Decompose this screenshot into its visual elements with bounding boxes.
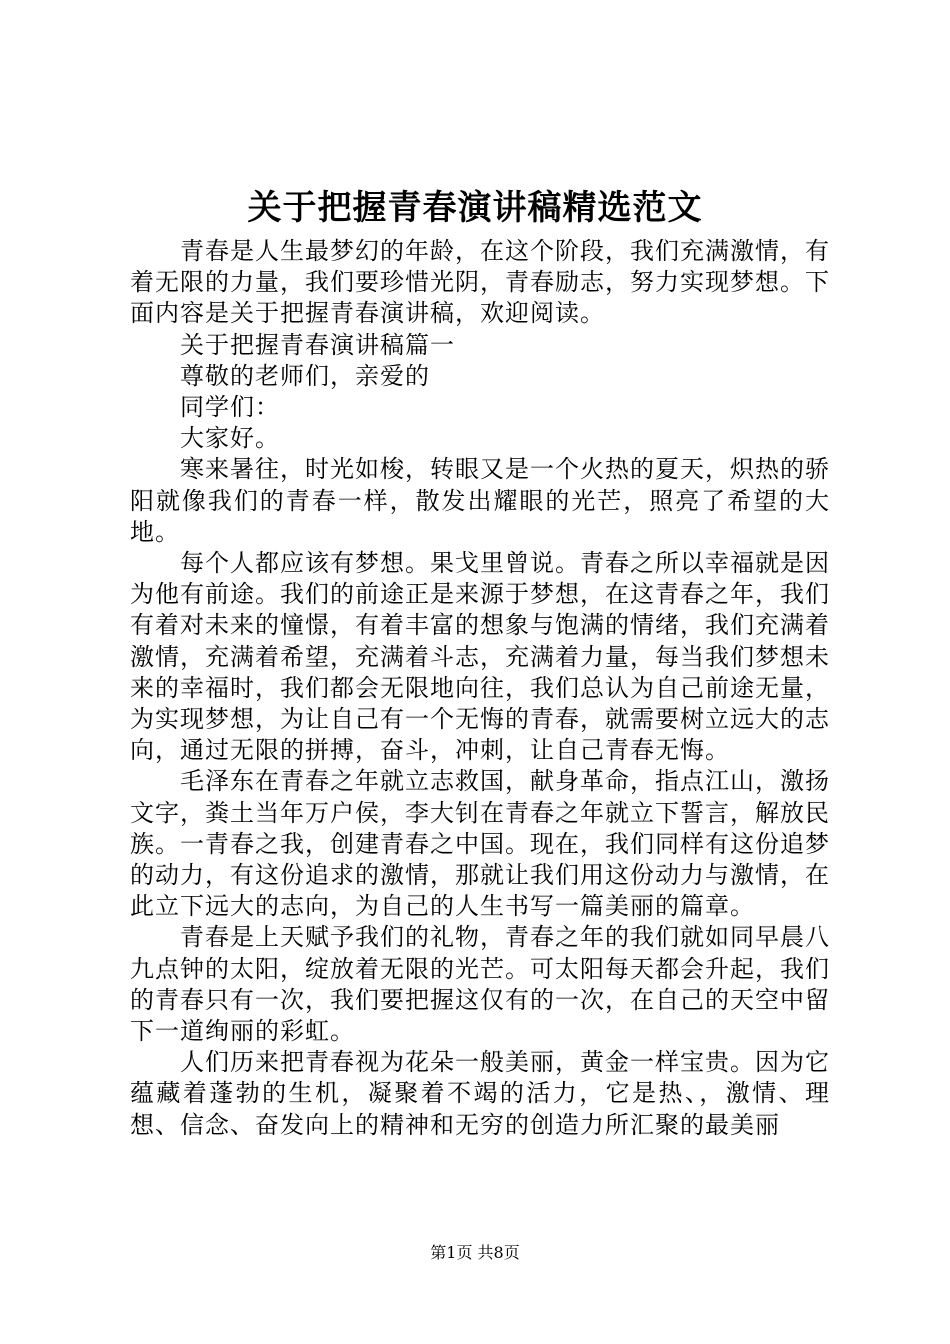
paragraph-body: 每个人都应该有梦想。果戈里曾说。青春之所以幸福就是因为他有前途。我们的前途正是来源于梦想，在这青春之年，我们有着对未来的憧憬，有着丰富的想象与饱满的情绪，我们充满着激情，充满着希望，充满着斗志，充满着力量，每当我们梦想未来的幸福时，我们都会无限地向往，我们总认为自己前途无量，为实现梦想，为让自己有一个无悔的青春，就需要树立远大的志向，通过无限的拼搏，奋斗，冲刺，让自己青春无悔。	[130, 549, 830, 765]
paragraph-body: 毛泽东在青春之年就立志救国，献身革命，指点江山，激扬文字，粪土当年万户侯，李大钊在青春之年就立下誓言，解放民族。一青春之我，创建青春之中国。现在，我们同样有这份追梦的动力，有这份追求的激情，那就让我们用这份动力与激情，在此立下远大的志向，为自己的人生书写一篇美丽的篇章。	[130, 767, 830, 921]
paragraph-body: 青春是上天赋予我们的礼物，青春之年的我们就如同早晨八九点钟的太阳，绽放着无限的光芒。可太阳每天都会升起，我们的青春只有一次，我们要把握这仅有的一次，在自己的天空中留下一道绚丽的彩虹。	[130, 923, 830, 1046]
paragraph-section-heading: 关于把握青春演讲稿篇一	[180, 330, 455, 359]
paragraph-body: 人们历来把青春视为花朵一般美丽，黄金一样宝贵。因为它蕴藏着蓬勃的生机，凝聚着不竭的活力，它是热、，激情、理想、信念、奋发向上的精神和无穷的创造力所汇聚的最美丽	[130, 1048, 830, 1139]
page-number-footer: 第1页 共8页	[430, 1243, 520, 1262]
paragraph-intro: 青春是人生最梦幻的年龄，在这个阶段，我们充满激情，有着无限的力量，我们要珍惜光阴，青春励志，努力实现梦想。下面内容是关于把握青春演讲稿，欢迎阅读。	[130, 237, 830, 328]
document-title: 关于把握青春演讲稿精选范文	[247, 188, 703, 228]
paragraph-body: 寒来暑往，时光如梭，转眼又是一个火热的夏天，炽热的骄阳就像我们的青春一样，散发出耀眼的光芒，照亮了希望的大地。	[130, 455, 830, 546]
paragraph-greeting: 大家好。	[180, 424, 280, 453]
paragraph-salutation: 尊敬的老师们，亲爱的	[180, 361, 430, 390]
document-body	[130, 236, 830, 1141]
paragraph-salutation-cont: 同学们：	[180, 393, 280, 422]
